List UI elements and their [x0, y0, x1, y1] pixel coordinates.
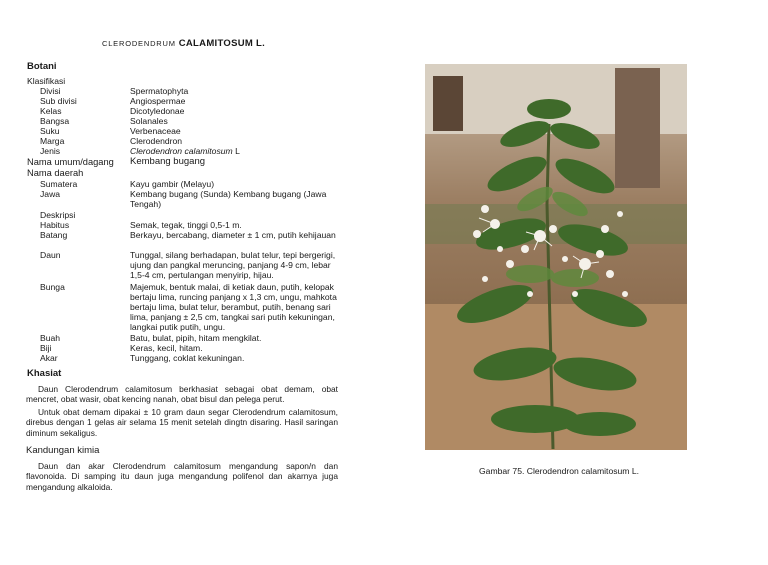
plant-photo — [425, 64, 687, 450]
heading-botani: Botani — [27, 61, 57, 72]
row-label: Marga — [40, 136, 65, 146]
row-label: Akar — [40, 353, 58, 363]
row-value: Kayu gambir (Melayu) — [130, 179, 215, 189]
row-value: Dicotyledonae — [130, 106, 185, 116]
row-label: Bunga — [40, 282, 65, 292]
row-label: Sumatera — [40, 179, 78, 189]
row-label: Buah — [40, 333, 61, 343]
row-label: Batang — [40, 230, 68, 240]
row-label: Sub divisi — [40, 96, 77, 106]
row-value: Tunggang, coklat kekuningan. — [130, 353, 245, 363]
row-value: Semak, tegak, tinggi 0,5-1 m. — [130, 220, 242, 230]
row-value: Verbenaceae — [130, 126, 181, 136]
title-genus: CLERODENDRUM — [102, 39, 176, 48]
row-value: Angiospermae — [130, 96, 186, 106]
heading-kandungan-kimia: Kandungan kimia — [26, 445, 100, 456]
row-label: Divisi — [40, 86, 61, 96]
row-value: Berkayu, bercabang, diameter ± 1 cm, putih kehijauan — [130, 230, 336, 240]
figure-caption: Gambar 75. Clerodendron calamitosum L. — [479, 466, 640, 476]
row-label: Biji — [40, 343, 52, 353]
row-value: Clerodendron — [130, 136, 183, 146]
row-value: Solanales — [130, 116, 168, 126]
row-value: Kembang bugang — [130, 156, 206, 167]
row-label: Nama daerah — [27, 168, 84, 178]
row-label: Jawa — [40, 189, 61, 199]
species-name: Clerodendron calamitosum — [130, 146, 233, 156]
row-label: Daun — [40, 250, 61, 260]
klasifikasi-label-text: Klasifikasi — [27, 76, 66, 86]
row-value: Batu, bulat, pipih, hitam mengkilat. — [130, 333, 262, 343]
row-label: Habitus — [40, 220, 70, 230]
title-species: CALAMITOSUM L. — [178, 38, 266, 49]
page-title — [102, 38, 265, 49]
heading-khasiat: Khasiat — [27, 368, 62, 379]
row-value — [130, 146, 338, 156]
khasiat-paragraph-2: Untuk obat demam dipakai ± 10 gram daun segar Clerodendrum calamitosum, direbus dengan 1 gelas air selama 15 menit setelah dingtn disaring. Hasil saringan diminum sekaligus. — [26, 407, 338, 438]
khasiat-paragraph-1: Daun Clerodendrum calamitosum berkhasiat sebagai obat demam, obat mencret, obat wasir, obat kencing nanah, obat bisul dan pelega perut. — [26, 384, 338, 405]
row-label: Jenis — [40, 146, 61, 156]
row-label: Kelas — [40, 106, 62, 116]
species-author: L — [235, 146, 240, 156]
row-value: Keras, kecil, hitam. — [130, 343, 203, 353]
row-value: Kembang bugang (Sunda) Kembang bugang (Jawa Tengah) — [130, 189, 327, 209]
row-label: Bangsa — [40, 116, 70, 126]
kandungan-paragraph: Daun dan akar Clerodendrum calamitosum mengandung sapon/n dan flavonoida. Di samping itu daun juga mengandung polifenol dan akarnya juga mengandung alkaloida. — [26, 461, 338, 492]
row-label: Deskripsi — [40, 210, 76, 220]
row-value: Majemuk, bentuk malai, di ketiak daun, putih, kelopak bertaju lima, runcing panjang x 1,3 cm, ungu, mahkota bertaju lima, bulat telur, berambut, putih, benang sari lima, panjang ± 2,5 cm, tangkai sari putih kekuningan, langkai putik putih, ungu. — [130, 282, 337, 332]
row-label: Suku — [40, 126, 60, 136]
row-value: Spermatophyta — [130, 86, 189, 96]
row-value: Tunggal, silang berhadapan, bulat telur, tepi bergerigi, ujung dan pangkal meruncing, panjang 4-9 cm, lebar 1,5-4 cm, pertulangan menyirip, hijau. — [130, 250, 336, 280]
row-label: Nama umum/dagang — [27, 157, 114, 167]
